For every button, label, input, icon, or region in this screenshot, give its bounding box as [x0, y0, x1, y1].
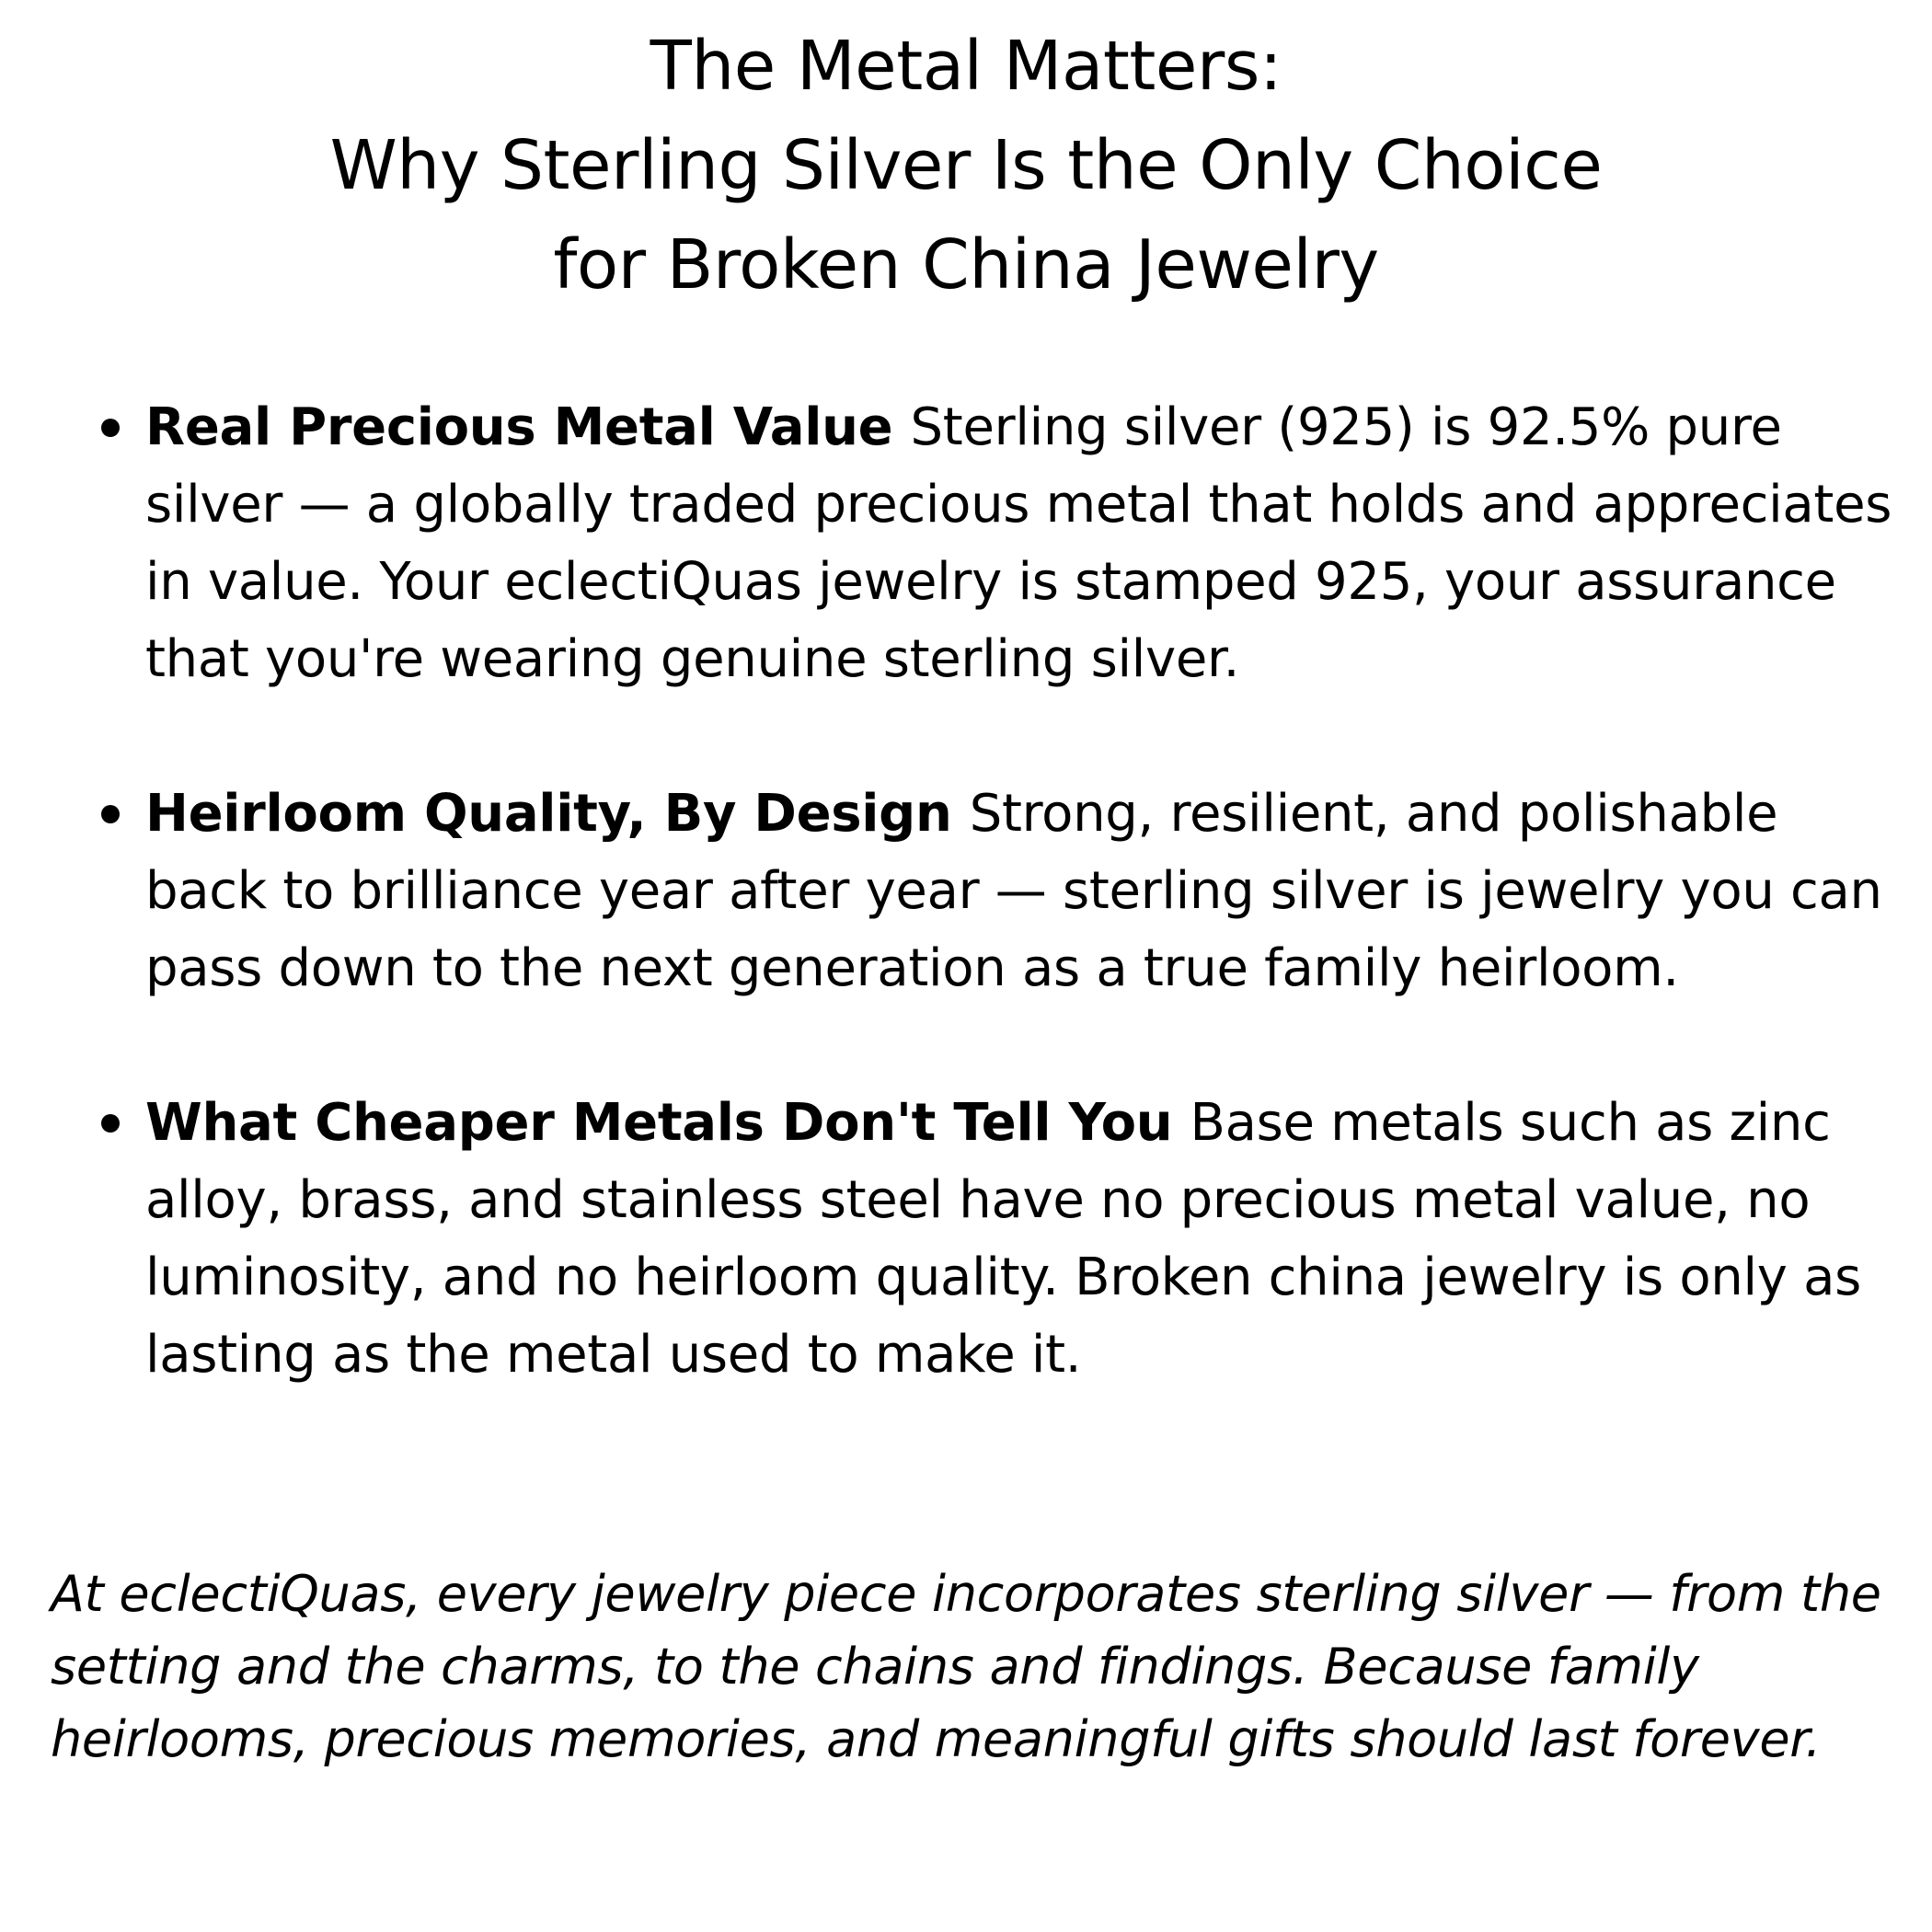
bullet-text: Strong, resilient, and polishable back to brilliance year after year — sterling silver is jewelry you can pass down to the next generation as a true family heirloom. [145, 784, 1882, 998]
bullet-text: Sterling silver (925) is 92.5% pure silver — a globally traded precious metal that holds and appreciates in value. Your eclectiQuas jewelry is stamped 925, your assurance that you're wearing genuine sterling silver. [145, 397, 1892, 689]
bullet-heading: What Cheaper Metals Don't Tell You [145, 1093, 1190, 1153]
title-line-2: Why Sterling Silver Is the Only Choice [329, 126, 1603, 205]
title-line-1: The Metal Matters: [650, 27, 1282, 106]
bullet-dot-icon [101, 805, 120, 823]
page-title [0, 17, 1932, 315]
benefits-list [0, 389, 1932, 1394]
bullet-dot-icon [101, 419, 120, 437]
list-item-heirloom-quality [0, 776, 1893, 1007]
bullet-heading: Real Precious Metal Value [145, 397, 911, 457]
bullet-text: Base metals such as zinc alloy, brass, and stainless steel have no precious metal value, no luminosity, and no heirloom quality. Broken china jewelry is only as lasting as the metal used to make it. [145, 1093, 1861, 1385]
closing-statement: At eclectiQuas, every jewelry piece incorporates sterling silver — from the setting and the charms, to the chains and findings. Because family heirlooms, precious memories, and meaningful gifts should last forever. [51, 1565, 1881, 1768]
bullet-heading: Heirloom Quality, By Design [145, 784, 970, 844]
title-line-3: for Broken China Jewelry [553, 225, 1379, 305]
list-item-cheaper-metals [0, 1085, 1893, 1394]
list-item-precious-metal-value [0, 389, 1893, 698]
bullet-dot-icon [101, 1114, 120, 1133]
